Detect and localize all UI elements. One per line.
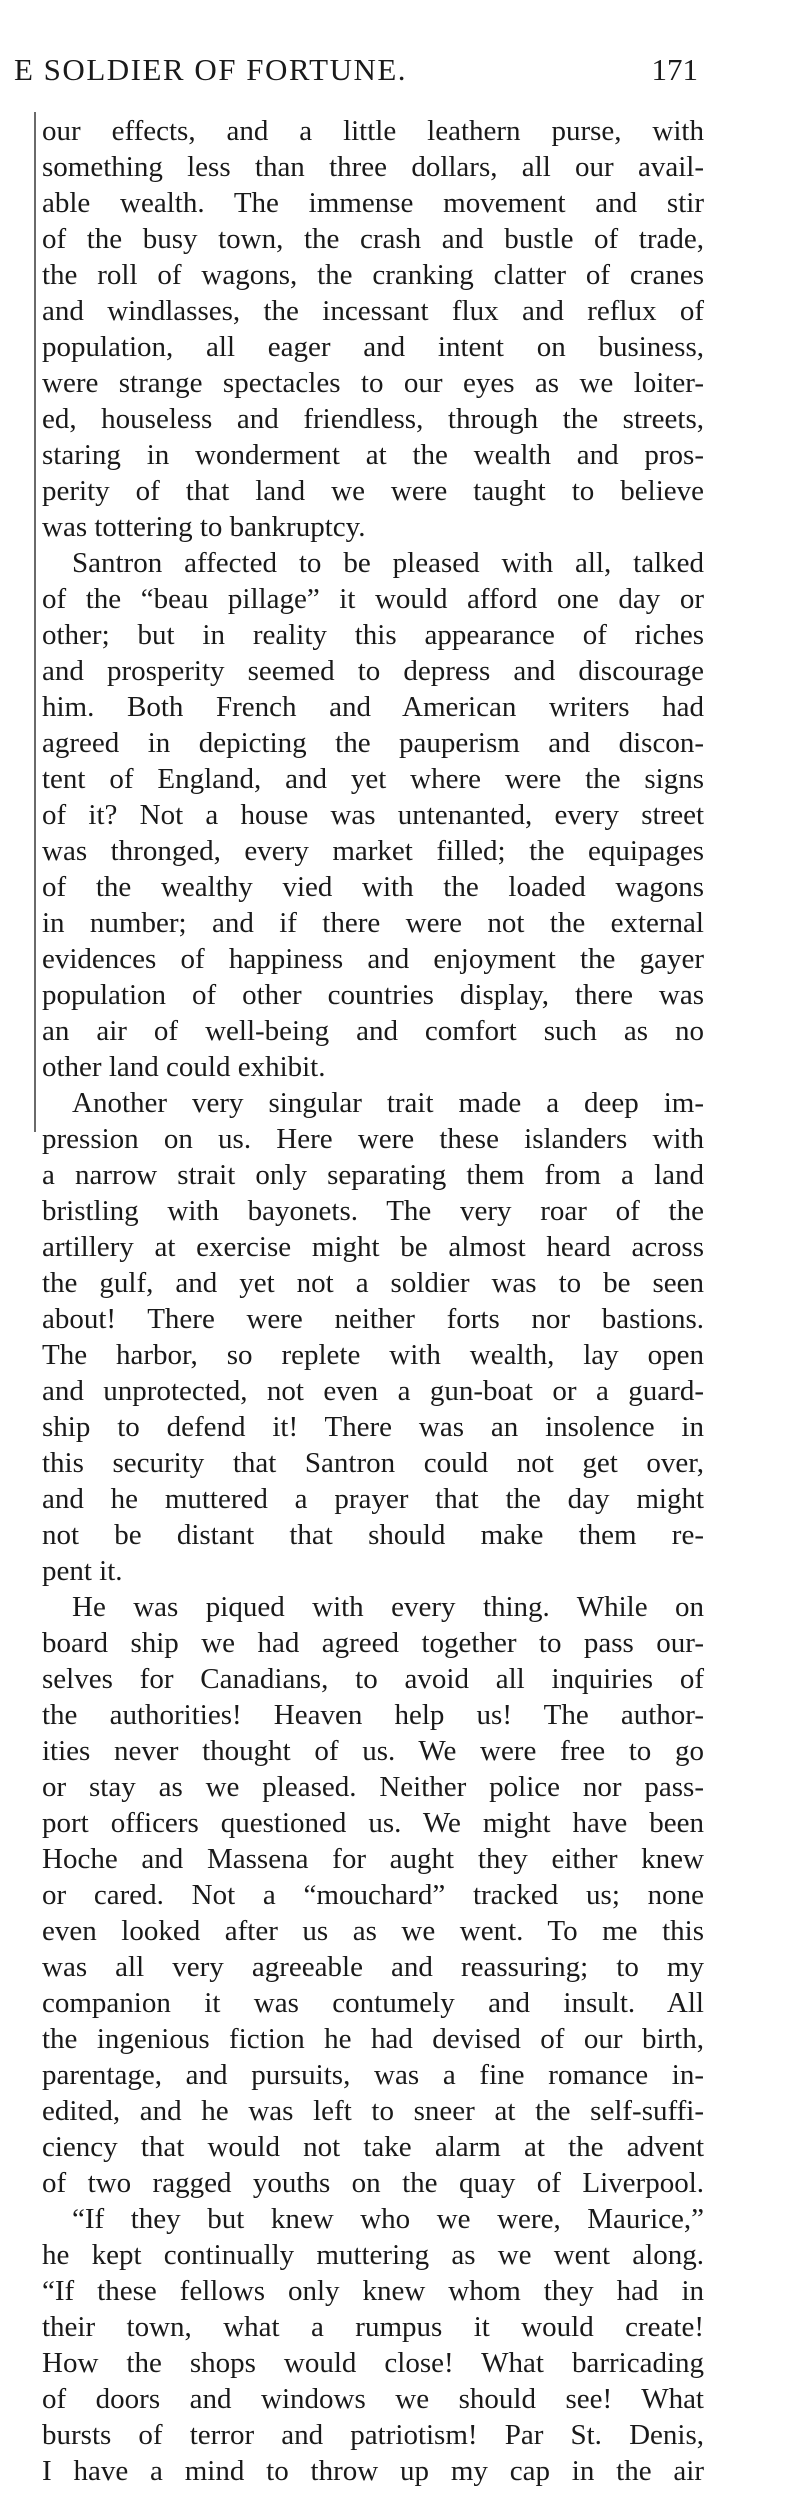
text-line: “If these fellows only knew whom they had in bbox=[42, 2275, 704, 2307]
text-line: How the shops would close! What barricading bbox=[42, 2347, 704, 2379]
text-line: this security that Santron could not get over, bbox=[42, 1447, 704, 1479]
text-line: I have a mind to throw up my cap in the air bbox=[42, 2455, 704, 2487]
text-line: of doors and windows we should see! What bbox=[42, 2383, 704, 2415]
text-line: pent it. bbox=[42, 1555, 123, 1587]
text-line: the ingenious fiction he had devised of our birth, bbox=[42, 2023, 704, 2055]
text-line: bristling with bayonets. The very roar of the bbox=[42, 1195, 704, 1227]
text-line: our effects, and a little leathern purse, with bbox=[42, 115, 704, 147]
text-line: of the “beau pillage” it would afford one day or bbox=[42, 583, 704, 615]
text-line: The harbor, so replete with wealth, lay open bbox=[42, 1339, 704, 1371]
text-line: a narrow strait only separating them from a land bbox=[42, 1159, 704, 1191]
text-line: He was piqued with every thing. While on bbox=[72, 1591, 704, 1623]
text-line: or stay as we pleased. Neither police nor pass- bbox=[42, 1771, 704, 1803]
text-line: pression on us. Here were these islanders with bbox=[42, 1123, 704, 1155]
margin-rule bbox=[34, 112, 36, 1132]
text-line: of it? Not a house was untenanted, every street bbox=[42, 799, 704, 831]
text-line: ciency that would not take alarm at the advent bbox=[42, 2131, 704, 2163]
text-line: and he muttered a prayer that the day might bbox=[42, 1483, 704, 1515]
text-line: the authorities! Heaven help us! The author- bbox=[42, 1699, 704, 1731]
text-line: evidences of happiness and enjoyment the gayer bbox=[42, 943, 704, 975]
text-line: he kept continually muttering as we went along. bbox=[42, 2239, 704, 2271]
text-line: population, all eager and intent on business, bbox=[42, 331, 704, 363]
text-line: companion it was contumely and insult. All bbox=[42, 1987, 704, 2019]
text-line: of two ragged youths on the quay of Liverpool. bbox=[42, 2167, 704, 2199]
text-line: edited, and he was left to sneer at the self-suffi- bbox=[42, 2095, 704, 2127]
text-line: artillery at exercise might be almost heard across bbox=[42, 1231, 704, 1263]
text-line: and windlasses, the incessant flux and reflux of bbox=[42, 295, 704, 327]
text-line: staring in wonderment at the wealth and pros- bbox=[42, 439, 704, 471]
text-line: other land could exhibit. bbox=[42, 1051, 326, 1083]
text-line: population of other countries display, there was bbox=[42, 979, 704, 1011]
text-line: perity of that land we were taught to believe bbox=[42, 475, 704, 507]
text-line: bursts of terror and patriotism! Par St. Denis, bbox=[42, 2419, 704, 2451]
text-line: of the busy town, the crash and bustle of trade, bbox=[42, 223, 704, 255]
text-line: Hoche and Massena for aught they either knew bbox=[42, 1843, 704, 1875]
text-line: even looked after us as we went. To me this bbox=[42, 1915, 704, 1947]
text-line: tent of England, and yet where were the signs bbox=[42, 763, 704, 795]
text-line: other; but in reality this appearance of riches bbox=[42, 619, 704, 651]
page-number: 171 bbox=[651, 52, 698, 87]
text-line: Santron affected to be pleased with all, talked bbox=[72, 547, 704, 579]
text-line: ed, houseless and friendless, through the streets, bbox=[42, 403, 704, 435]
text-line: board ship we had agreed together to pass our- bbox=[42, 1627, 704, 1659]
text-line: agreed in depicting the pauperism and discon- bbox=[42, 727, 704, 759]
text-line: in number; and if there were not the external bbox=[42, 907, 704, 939]
text-line: selves for Canadians, to avoid all inquiries of bbox=[42, 1663, 704, 1695]
text-line: about! There were neither forts nor bastions. bbox=[42, 1303, 704, 1335]
text-line: their town, what a rumpus it would create! bbox=[42, 2311, 704, 2343]
text-line: was all very agreeable and reassuring; to my bbox=[42, 1951, 704, 1983]
text-line: was thronged, every market filled; the equipages bbox=[42, 835, 704, 867]
text-line: or cared. Not a “mouchard” tracked us; none bbox=[42, 1879, 704, 1911]
text-line: something less than three dollars, all our avail- bbox=[42, 151, 704, 183]
text-line: ship to defend it! There was an insolence in bbox=[42, 1411, 704, 1443]
text-line: the gulf, and yet not a soldier was to be seen bbox=[42, 1267, 704, 1299]
text-line: the roll of wagons, the cranking clatter of cranes bbox=[42, 259, 704, 291]
body-text bbox=[42, 113, 704, 2489]
text-line: Another very singular trait made a deep im- bbox=[72, 1087, 704, 1119]
running-head: E SOLDIER OF FORTUNE. bbox=[14, 52, 408, 87]
text-line: parentage, and pursuits, was a fine romance in- bbox=[42, 2059, 704, 2091]
text-line: and prosperity seemed to depress and discourage bbox=[42, 655, 704, 687]
text-line: him. Both French and American writers had bbox=[42, 691, 704, 723]
text-line: port officers questioned us. We might have been bbox=[42, 1807, 704, 1839]
text-line: “If they but knew who we were, Maurice,” bbox=[72, 2203, 704, 2235]
text-line: not be distant that should make them re- bbox=[42, 1519, 704, 1551]
text-line: and unprotected, not even a gun-boat or a guard- bbox=[42, 1375, 704, 1407]
text-line: able wealth. The immense movement and stir bbox=[42, 187, 704, 219]
text-line: were strange spectacles to our eyes as we loiter- bbox=[42, 367, 704, 399]
text-line: an air of well-being and comfort such as no bbox=[42, 1015, 704, 1047]
text-line: of the wealthy vied with the loaded wagons bbox=[42, 871, 704, 903]
text-line: was tottering to bankruptcy. bbox=[42, 511, 366, 543]
page-header bbox=[14, 52, 698, 92]
text-line: ities never thought of us. We were free to go bbox=[42, 1735, 704, 1767]
